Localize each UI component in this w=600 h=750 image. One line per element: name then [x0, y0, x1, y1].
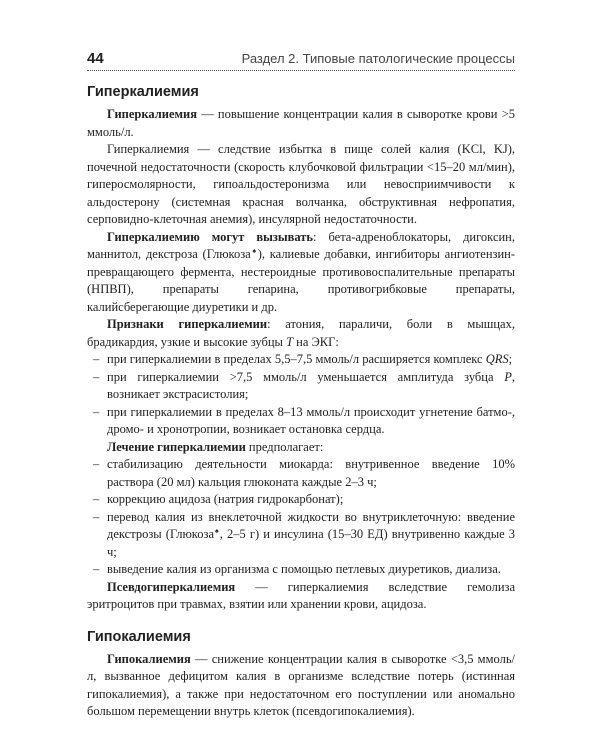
- treatment-label: Лечение гиперкалиемии: [107, 439, 246, 454]
- header-rule: [87, 70, 515, 71]
- item-em: QRS: [485, 352, 509, 366]
- registered-mark: ♠: [250, 246, 258, 255]
- hyperkalemia-definition: [87, 106, 515, 141]
- list-item: [87, 351, 515, 369]
- item-text: при гиперкалиемии в пределах 5,5–7,5 ммоль/л расширяется комплекс: [107, 352, 486, 366]
- treatment-text: предполагает:: [245, 439, 324, 454]
- item-text: , возникает экстрасистолия;: [107, 369, 515, 401]
- page-content: [87, 83, 515, 721]
- definition-term: Гипокалиемия: [107, 651, 191, 666]
- item-text: перевод калия из внеклеточной жидкости во внутриклеточную: введение декстрозы (Глюкоза: [107, 509, 515, 541]
- page-header: [87, 50, 515, 74]
- drugs-text-after: ), калиевые добавки, ингибиторы ангиотензин-превращающего фермента, нестероидные противовоспалительные препараты (НПВП), препараты гепарина, противогрибковые препараты, калийсберегающие диуретики и др.: [87, 247, 515, 314]
- signs-list: [87, 351, 515, 439]
- hyperkalemia-causes: Гиперкалиемия — следствие избытка в пище солей калия (KCl, KJ), почечной недостаточности (скорость клубочковой фильтрации <15–20 мл/мин), гиперосмолярности, гипоальдостеронизма или невосприимчивости к альдостерону (системная красная волчанка, обструктивная нефропатия, серповидно-клеточная анемия), инсулярной недостаточности.: [87, 142, 515, 226]
- list-item: [87, 509, 515, 562]
- definition-text: — повышение концентрации калия в сыворотке крови >5 ммоль/л.: [87, 107, 515, 139]
- signs-label: Признаки гиперкалиемии: [107, 317, 268, 331]
- signs-text-before: : атония, параличи, боли в мышцах, брадикардия, узкие и высокие зубцы: [87, 317, 515, 349]
- list-item: – стабилизацию деятельности миокарда: внутривенное введение 10% раствора (20 мл) кальция глюконата каждые 2–3 ч;: [87, 456, 515, 491]
- signs-text-after: на ЭКГ:: [293, 334, 339, 349]
- hyperkalemia-treatment: [87, 439, 515, 457]
- item-text: , 2–5 г) и инсулина (15–30 ЕД) внутривенно каждые 3 ч;: [107, 527, 516, 559]
- section-title-hypokalemia: Гипокалиемия: [87, 628, 191, 645]
- list-item: [87, 369, 515, 404]
- running-head: Раздел 2. Типовые патологические процессы: [241, 51, 515, 66]
- registered-mark: ♠: [214, 526, 220, 535]
- drugs-label: Гиперкалиемию могут вызывать: [107, 229, 314, 244]
- pseudo-term: Псевдогиперкалиемия: [107, 579, 236, 594]
- treatment-list: [87, 456, 515, 579]
- item-text: ;: [508, 352, 513, 366]
- list-item: – коррекцию ацидоза (натрия гидрокарбонат);: [87, 491, 515, 509]
- definition-term: Гиперкалиемия: [107, 107, 197, 121]
- definition-text: — снижение концентрации калия в сыворотке <3,5 ммоль/л, вызванное дефицитом калия в организме вследствие потерь (истинная гипокалиемия), а также при недостаточном его поступлении или аномально большом перемещении внутрь клеток (псевдогипокалиемия).: [87, 651, 515, 718]
- signs-wave: T: [286, 334, 294, 349]
- pseudohyperkalemia: [87, 579, 515, 614]
- hyperkalemia-signs: [87, 316, 515, 351]
- drugs-text-before: : бета-адреноблокаторы, дигоксин, маннитол, декстроза (Глюкоза: [87, 229, 515, 261]
- item-text: при гиперкалиемии >7,5 ммоль/л уменьшается амплитуда зубца: [107, 369, 505, 384]
- list-item: – при гиперкалиемии в пределах 8–13 ммоль/л происходит угнетение батмо-, дромо- и хронотропии, возникает остановка сердца.: [87, 404, 515, 439]
- hypokalemia-definition: [87, 651, 515, 721]
- list-item: – выведение калия из организма с помощью петлевых диуретиков, диализа.: [87, 561, 515, 579]
- pseudo-text: — гиперкалиемия вследствие гемолиза эритроцитов при травмах, взятии или хранении крови, ацидоза.: [87, 579, 515, 611]
- item-em: P: [504, 369, 512, 384]
- page-number: 44: [87, 50, 104, 67]
- hyperkalemia-drugs: [87, 229, 515, 317]
- section-title-hyperkalemia: Гиперкалиемия: [87, 84, 199, 100]
